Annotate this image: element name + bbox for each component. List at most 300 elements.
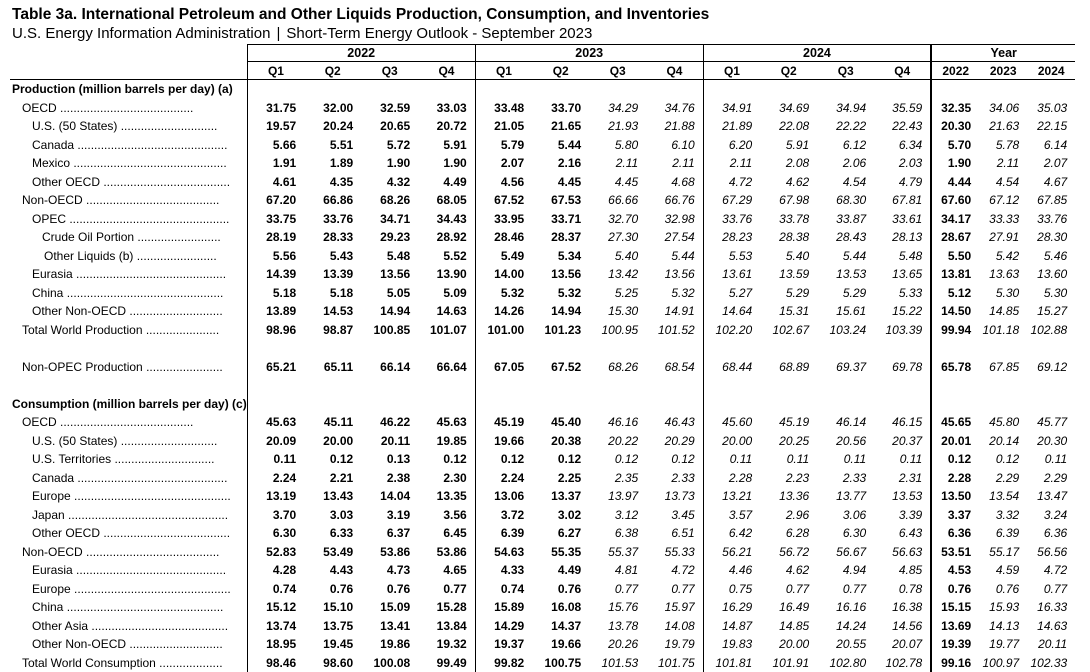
data-cell: 98.46 bbox=[247, 654, 304, 672]
data-cell: 4.61 bbox=[247, 173, 304, 192]
data-cell: 55.17 bbox=[989, 544, 1020, 559]
row-label-text: Crude Oil Portion bbox=[42, 230, 135, 245]
table-row bbox=[10, 524, 1075, 543]
data-cell: 56.21 bbox=[703, 543, 760, 562]
data-cell: 13.56 bbox=[551, 267, 582, 282]
column-header: Q1 bbox=[475, 62, 532, 80]
data-cell: 2.35 bbox=[614, 470, 639, 485]
data-cell: 13.61 bbox=[703, 265, 760, 284]
data-cell: 4.43 bbox=[329, 563, 354, 578]
empty-cell bbox=[247, 339, 304, 358]
row-label bbox=[10, 469, 247, 488]
empty-cell bbox=[361, 339, 418, 358]
data-cell: 4.45 bbox=[614, 174, 639, 189]
row-label bbox=[10, 247, 247, 266]
data-cell: 4.35 bbox=[329, 174, 354, 189]
row-label-text: Other Liquids (b) bbox=[44, 248, 134, 263]
empty-cell bbox=[304, 395, 361, 414]
data-cell: 35.59 bbox=[892, 100, 923, 115]
data-cell: 102.78 bbox=[885, 655, 923, 670]
column-header: Q1 bbox=[247, 62, 304, 80]
data-cell: 55.33 bbox=[664, 544, 695, 559]
empty-cell bbox=[979, 376, 1027, 395]
data-cell: 2.25 bbox=[557, 470, 582, 485]
data-cell: 2.31 bbox=[898, 470, 923, 485]
data-cell: 28.43 bbox=[836, 230, 867, 245]
data-cell: 20.00 bbox=[323, 433, 354, 448]
column-header: Q3 bbox=[589, 62, 646, 80]
leader-dots: ............................................. bbox=[74, 470, 228, 485]
data-cell: 6.39 bbox=[995, 526, 1020, 541]
data-cell: 20.30 bbox=[1037, 433, 1068, 448]
row-label-text: Other Non-OECD bbox=[32, 637, 127, 652]
data-cell: 13.77 bbox=[836, 489, 867, 504]
data-cell: 5.56 bbox=[247, 247, 304, 266]
data-cell: 33.61 bbox=[892, 211, 923, 226]
empty-cell bbox=[589, 376, 646, 395]
empty-cell bbox=[931, 395, 979, 414]
data-cell: 101.53 bbox=[601, 655, 639, 670]
row-label bbox=[10, 191, 247, 210]
data-cell: 4.28 bbox=[247, 561, 304, 580]
data-cell: 33.71 bbox=[551, 211, 582, 226]
table-row bbox=[10, 635, 1075, 654]
data-cell: 0.76 bbox=[931, 580, 979, 599]
data-cell: 14.85 bbox=[989, 304, 1020, 319]
data-cell: 33.95 bbox=[475, 210, 532, 229]
data-cell: 34.06 bbox=[989, 100, 1020, 115]
data-cell: 0.76 bbox=[995, 581, 1020, 596]
empty-cell bbox=[247, 376, 304, 395]
data-cell: 22.15 bbox=[1037, 119, 1068, 134]
data-cell: 5.43 bbox=[329, 248, 354, 263]
data-cell: 19.37 bbox=[475, 635, 532, 654]
empty-cell bbox=[418, 376, 475, 395]
data-cell: 33.76 bbox=[323, 211, 354, 226]
row-label-text: OECD bbox=[22, 415, 57, 430]
data-cell: 103.39 bbox=[885, 322, 923, 337]
data-cell: 19.39 bbox=[931, 635, 979, 654]
data-cell: 4.62 bbox=[785, 563, 810, 578]
data-cell: 67.52 bbox=[551, 359, 582, 374]
data-cell: 66.86 bbox=[323, 193, 354, 208]
data-cell: 2.11 bbox=[996, 156, 1020, 171]
data-cell: 15.22 bbox=[892, 304, 923, 319]
data-cell: 66.66 bbox=[608, 193, 639, 208]
row-label bbox=[10, 543, 247, 562]
data-cell: 34.71 bbox=[380, 211, 411, 226]
data-cell: 5.80 bbox=[614, 137, 639, 152]
data-cell: 27.30 bbox=[608, 230, 639, 245]
empty-cell bbox=[1027, 80, 1075, 99]
row-label bbox=[10, 173, 247, 192]
data-cell: 0.13 bbox=[386, 452, 411, 467]
data-cell: 3.02 bbox=[557, 507, 582, 522]
table-row bbox=[10, 654, 1075, 672]
table-row bbox=[10, 302, 1075, 321]
data-cell: 3.12 bbox=[614, 507, 639, 522]
data-cell: 5.48 bbox=[898, 248, 923, 263]
data-cell: 33.78 bbox=[779, 211, 810, 226]
data-cell: 19.86 bbox=[380, 637, 411, 652]
row-label-text: Canada bbox=[32, 137, 75, 152]
row-label-text: Japan bbox=[32, 507, 65, 522]
data-cell: 5.52 bbox=[443, 248, 467, 263]
data-cell: 0.78 bbox=[898, 581, 923, 596]
data-cell: 102.20 bbox=[703, 321, 760, 340]
row-label-text: U.S. (50 States) bbox=[32, 119, 118, 134]
data-cell: 5.70 bbox=[931, 136, 979, 155]
data-cell: 15.97 bbox=[664, 600, 695, 615]
year-header-annual: Year bbox=[931, 45, 1075, 62]
row-label bbox=[10, 228, 247, 247]
empty-cell bbox=[532, 339, 589, 358]
table-row bbox=[10, 99, 1075, 118]
data-cell: 46.15 bbox=[892, 415, 923, 430]
empty-cell bbox=[475, 339, 532, 358]
data-cell: 45.80 bbox=[989, 415, 1020, 430]
data-cell: 15.28 bbox=[436, 600, 467, 615]
section-label: Production (million barrels per day) (a) bbox=[12, 82, 233, 97]
empty-cell bbox=[247, 80, 304, 99]
header-blank bbox=[10, 45, 247, 62]
table-row bbox=[10, 136, 1075, 155]
row-label-text: Total World Consumption bbox=[22, 655, 156, 670]
empty-cell bbox=[931, 376, 979, 395]
empty-cell bbox=[589, 80, 646, 99]
row-label bbox=[10, 524, 247, 543]
data-cell: 6.28 bbox=[785, 526, 810, 541]
data-cell: 5.78 bbox=[995, 137, 1020, 152]
data-cell: 2.28 bbox=[931, 469, 979, 488]
data-cell: 28.46 bbox=[475, 228, 532, 247]
table-row bbox=[10, 580, 1075, 599]
data-cell: 99.82 bbox=[475, 654, 532, 672]
leader-dots: ............................ bbox=[126, 637, 223, 652]
data-cell: 4.45 bbox=[557, 174, 582, 189]
data-cell: 45.19 bbox=[779, 415, 810, 430]
data-cell: 32.00 bbox=[323, 100, 354, 115]
leader-dots: ........................................ bbox=[82, 544, 220, 559]
data-cell: 4.72 bbox=[703, 173, 760, 192]
data-cell: 46.22 bbox=[380, 415, 411, 430]
data-cell: 20.11 bbox=[380, 433, 411, 448]
data-cell: 15.15 bbox=[931, 598, 979, 617]
table-row bbox=[10, 469, 1075, 488]
data-cell: 101.52 bbox=[658, 322, 695, 337]
empty-cell bbox=[979, 80, 1027, 99]
empty-cell bbox=[646, 395, 703, 414]
row-label-text: Other Non-OECD bbox=[32, 304, 127, 319]
data-cell: 2.16 bbox=[557, 156, 582, 171]
data-cell: 5.40 bbox=[785, 248, 810, 263]
data-cell: 101.81 bbox=[703, 654, 760, 672]
data-cell: 6.42 bbox=[703, 524, 760, 543]
data-cell: 0.77 bbox=[842, 581, 867, 596]
row-label bbox=[10, 654, 247, 672]
data-cell: 34.91 bbox=[703, 99, 760, 118]
leader-dots: ................................................ bbox=[66, 211, 230, 226]
data-cell: 20.24 bbox=[323, 119, 354, 134]
data-cell: 15.31 bbox=[779, 304, 810, 319]
table-body bbox=[10, 80, 1075, 672]
data-cell: 20.11 bbox=[1038, 637, 1068, 652]
empty-cell bbox=[418, 80, 475, 99]
column-header: Q3 bbox=[817, 62, 874, 80]
data-cell: 5.91 bbox=[443, 137, 467, 152]
table-row bbox=[10, 487, 1075, 506]
data-cell: 4.62 bbox=[785, 174, 810, 189]
data-cell: 0.75 bbox=[703, 580, 760, 599]
leader-dots: ............................................. bbox=[72, 267, 227, 282]
data-cell: 6.30 bbox=[842, 526, 867, 541]
data-cell: 35.03 bbox=[1037, 100, 1068, 115]
data-cell: 6.36 bbox=[1043, 526, 1068, 541]
quarter-header-row bbox=[10, 62, 1075, 80]
empty-cell bbox=[703, 395, 760, 414]
empty-cell bbox=[703, 339, 760, 358]
data-cell: 13.60 bbox=[1037, 267, 1068, 282]
data-cell: 20.65 bbox=[380, 119, 411, 134]
row-label-text: Europe bbox=[32, 581, 71, 596]
data-cell: 3.45 bbox=[671, 507, 695, 522]
data-cell: 6.38 bbox=[614, 526, 639, 541]
column-header: Q1 bbox=[703, 62, 760, 80]
data-cell: 0.11 bbox=[1044, 452, 1068, 467]
data-cell: 5.91 bbox=[785, 137, 810, 152]
empty-cell bbox=[817, 395, 874, 414]
row-label-text: OECD bbox=[22, 100, 57, 115]
row-label bbox=[10, 358, 247, 377]
data-cell: 13.37 bbox=[551, 489, 582, 504]
data-cell: 5.25 bbox=[614, 285, 639, 300]
data-cell: 20.56 bbox=[836, 433, 867, 448]
agency-name: U.S. Energy Information Administration bbox=[12, 25, 271, 42]
data-cell: 13.19 bbox=[247, 487, 304, 506]
data-cell: 101.07 bbox=[430, 322, 467, 337]
row-label-text: Non-OPEC Production bbox=[22, 359, 143, 374]
data-cell: 66.14 bbox=[380, 359, 411, 374]
data-cell: 14.00 bbox=[475, 265, 532, 284]
data-cell: 5.29 bbox=[842, 285, 867, 300]
data-cell: 0.74 bbox=[247, 580, 304, 599]
data-cell: 2.06 bbox=[842, 156, 867, 171]
data-cell: 65.11 bbox=[323, 359, 354, 374]
data-cell: 100.97 bbox=[982, 655, 1020, 670]
row-label bbox=[10, 154, 247, 173]
data-cell: 13.84 bbox=[436, 618, 467, 633]
data-cell: 101.18 bbox=[982, 322, 1020, 337]
data-cell: 21.93 bbox=[608, 119, 639, 134]
data-cell: 54.63 bbox=[475, 543, 532, 562]
data-cell: 2.03 bbox=[898, 156, 923, 171]
data-cell: 4.65 bbox=[443, 563, 467, 578]
data-cell: 6.34 bbox=[898, 137, 923, 152]
data-cell: 67.98 bbox=[779, 193, 810, 208]
data-cell: 28.92 bbox=[436, 230, 467, 245]
data-cell: 13.41 bbox=[380, 618, 411, 633]
data-cell: 5.33 bbox=[898, 285, 923, 300]
table-row bbox=[10, 210, 1075, 229]
data-cell: 46.14 bbox=[836, 415, 867, 430]
table-row bbox=[10, 228, 1075, 247]
data-cell: 67.85 bbox=[1037, 193, 1068, 208]
data-cell: 20.29 bbox=[664, 433, 695, 448]
data-cell: 4.81 bbox=[614, 563, 639, 578]
data-cell: 4.54 bbox=[995, 174, 1020, 189]
data-cell: 65.21 bbox=[247, 358, 304, 377]
data-cell: 53.86 bbox=[436, 544, 467, 559]
empty-cell bbox=[760, 395, 817, 414]
data-cell: 19.32 bbox=[436, 637, 467, 652]
row-label-text: Non-OECD bbox=[22, 193, 83, 208]
data-cell: 29.23 bbox=[380, 230, 411, 245]
data-cell: 1.91 bbox=[247, 154, 304, 173]
data-cell: 28.30 bbox=[1037, 230, 1068, 245]
data-cell: 4.85 bbox=[898, 563, 923, 578]
row-label bbox=[10, 487, 247, 506]
data-cell: 0.77 bbox=[443, 581, 467, 596]
data-cell: 2.08 bbox=[785, 156, 810, 171]
data-cell: 13.36 bbox=[779, 489, 810, 504]
empty-cell bbox=[646, 80, 703, 99]
year-header-2022: 2022 bbox=[247, 45, 475, 62]
data-cell: 32.35 bbox=[931, 99, 979, 118]
data-cell: 3.56 bbox=[443, 507, 467, 522]
data-cell: 68.54 bbox=[664, 359, 695, 374]
data-cell: 0.77 bbox=[614, 581, 639, 596]
data-cell: 2.96 bbox=[785, 507, 810, 522]
row-label bbox=[10, 450, 247, 469]
row-label-text: China bbox=[32, 600, 64, 615]
table-row bbox=[10, 265, 1075, 284]
empty-cell bbox=[475, 376, 532, 395]
table-title: Table 3a. International Petroleum and Other Liquids Production, Consumption, and Inventories bbox=[12, 6, 710, 23]
leader-dots: ............................................... bbox=[63, 285, 224, 300]
data-cell: 98.60 bbox=[323, 655, 354, 670]
data-cell: 33.70 bbox=[551, 100, 582, 115]
data-cell: 4.33 bbox=[475, 561, 532, 580]
data-cell: 5.53 bbox=[703, 247, 760, 266]
data-cell: 19.66 bbox=[551, 637, 582, 652]
data-cell: 20.14 bbox=[989, 433, 1020, 448]
data-cell: 5.27 bbox=[703, 284, 760, 303]
empty-cell bbox=[703, 80, 760, 99]
data-cell: 21.89 bbox=[703, 117, 760, 136]
column-header: Q2 bbox=[760, 62, 817, 80]
data-cell: 34.76 bbox=[664, 100, 695, 115]
data-cell: 0.77 bbox=[1043, 581, 1068, 596]
table-row bbox=[10, 617, 1075, 636]
data-cell: 46.16 bbox=[608, 415, 639, 430]
data-cell: 15.76 bbox=[608, 600, 639, 615]
leader-dots: ....................... bbox=[142, 359, 223, 374]
data-cell: 5.32 bbox=[475, 284, 532, 303]
data-cell: 99.94 bbox=[931, 321, 979, 340]
data-cell: 2.33 bbox=[671, 470, 695, 485]
data-cell: 100.95 bbox=[601, 322, 639, 337]
year-header-row bbox=[10, 45, 1075, 62]
data-cell: 0.12 bbox=[614, 452, 639, 467]
data-cell: 6.10 bbox=[671, 137, 695, 152]
data-cell: 56.56 bbox=[1037, 544, 1068, 559]
subtitle-separator: | bbox=[276, 25, 281, 42]
section-label: Consumption (million barrels per day) (c) bbox=[12, 396, 247, 411]
data-cell: 0.11 bbox=[786, 452, 810, 467]
data-cell: 3.39 bbox=[898, 507, 923, 522]
data-cell: 5.18 bbox=[247, 284, 304, 303]
row-label-text: Canada bbox=[32, 470, 75, 485]
leader-dots: ........................................ bbox=[56, 415, 194, 430]
empty-cell bbox=[361, 80, 418, 99]
data-cell: 2.30 bbox=[443, 470, 467, 485]
data-cell: 55.37 bbox=[608, 544, 639, 559]
data-cell: 34.43 bbox=[436, 211, 467, 226]
data-cell: 14.64 bbox=[703, 302, 760, 321]
data-cell: 5.32 bbox=[671, 285, 695, 300]
data-cell: 4.59 bbox=[995, 563, 1020, 578]
data-cell: 6.27 bbox=[557, 526, 582, 541]
data-cell: 0.12 bbox=[557, 452, 582, 467]
data-cell: 103.24 bbox=[829, 322, 867, 337]
data-cell: 13.63 bbox=[989, 267, 1020, 282]
data-cell: 4.54 bbox=[842, 174, 867, 189]
empty-cell bbox=[760, 376, 817, 395]
data-cell: 19.57 bbox=[247, 117, 304, 136]
data-cell: 68.89 bbox=[779, 359, 810, 374]
data-cell: 0.11 bbox=[843, 452, 867, 467]
data-cell: 3.24 bbox=[1043, 507, 1068, 522]
data-cell: 100.08 bbox=[373, 655, 411, 670]
data-cell: 22.43 bbox=[892, 119, 923, 134]
data-cell: 14.04 bbox=[380, 489, 411, 504]
column-header: Q4 bbox=[418, 62, 475, 80]
data-cell: 6.12 bbox=[842, 137, 867, 152]
data-cell: 20.37 bbox=[892, 433, 923, 448]
data-cell: 33.03 bbox=[436, 100, 467, 115]
data-cell: 14.87 bbox=[703, 617, 760, 636]
empty-cell bbox=[817, 339, 874, 358]
data-cell: 46.43 bbox=[664, 415, 695, 430]
empty-cell bbox=[817, 376, 874, 395]
data-cell: 5.44 bbox=[557, 137, 582, 152]
data-cell: 14.63 bbox=[1037, 618, 1068, 633]
row-label bbox=[10, 432, 247, 451]
data-cell: 15.12 bbox=[247, 598, 304, 617]
data-cell: 20.30 bbox=[931, 117, 979, 136]
data-cell: 0.11 bbox=[899, 452, 923, 467]
data-cell: 5.12 bbox=[931, 284, 979, 303]
data-cell: 0.11 bbox=[247, 450, 304, 469]
data-cell: 45.19 bbox=[475, 413, 532, 432]
data-cell: 0.11 bbox=[703, 450, 760, 469]
data-cell: 0.74 bbox=[475, 580, 532, 599]
data-cell: 101.23 bbox=[544, 322, 582, 337]
data-cell: 13.73 bbox=[664, 489, 695, 504]
empty-cell bbox=[931, 339, 979, 358]
column-header: 2023 bbox=[979, 62, 1027, 80]
data-cell: 5.34 bbox=[557, 248, 582, 263]
data-cell: 52.83 bbox=[247, 543, 304, 562]
table-row bbox=[10, 154, 1075, 173]
leader-dots: ......................... bbox=[134, 230, 221, 245]
data-cell: 32.98 bbox=[664, 211, 695, 226]
data-cell: 67.60 bbox=[931, 191, 979, 210]
data-cell: 13.56 bbox=[664, 267, 695, 282]
data-cell: 4.73 bbox=[386, 563, 411, 578]
data-cell: 6.37 bbox=[386, 526, 411, 541]
data-cell: 2.29 bbox=[995, 470, 1020, 485]
